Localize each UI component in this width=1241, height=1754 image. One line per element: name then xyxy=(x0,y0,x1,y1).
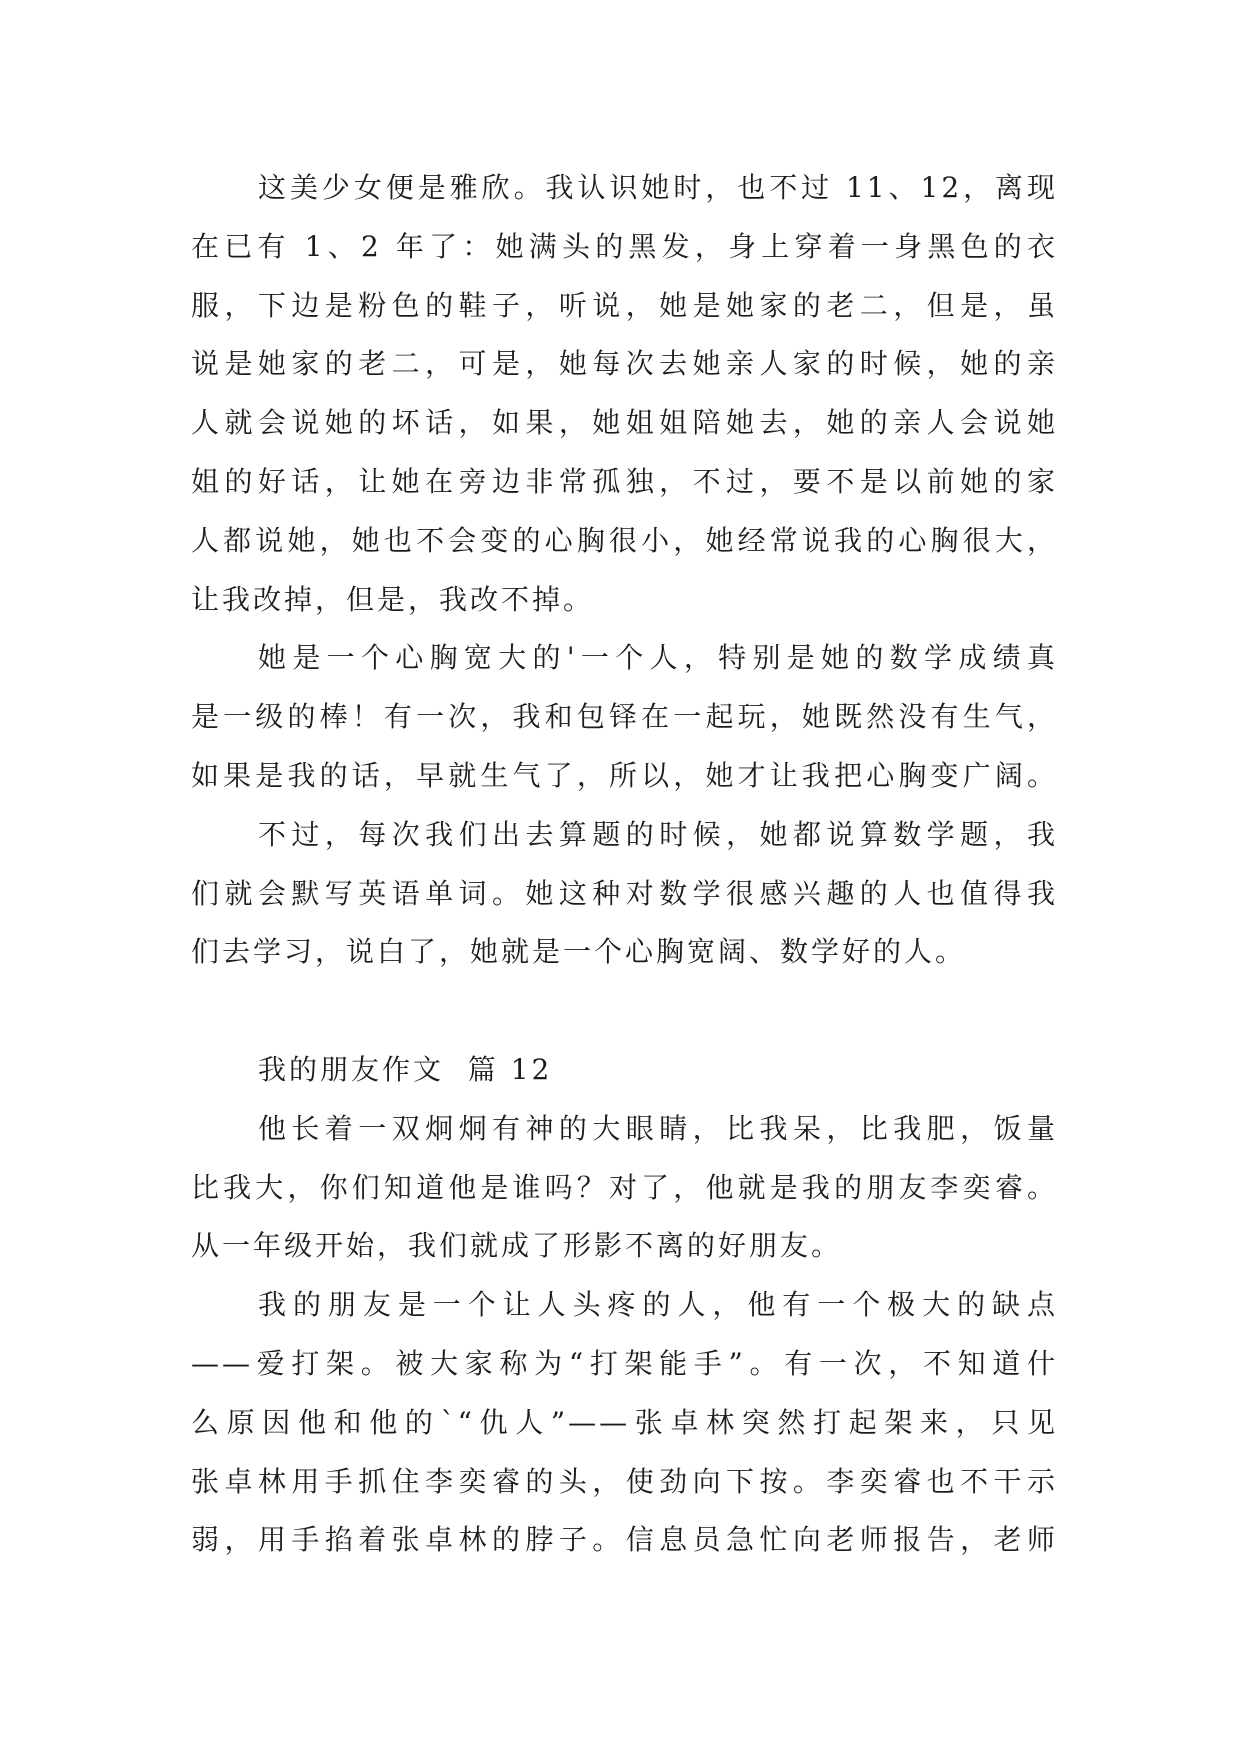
paragraph-line: 比我大，你们知道他是谁吗？对了，他就是我的朋友李奕睿。 xyxy=(191,1170,1058,1204)
paragraph-line: 服，下边是粉色的鞋子，听说，她是她家的老二，但是，虽 xyxy=(191,288,1058,322)
paragraph-line: 这美少女便是雅欣。我认识她时，也不过 11、12，离现 xyxy=(258,171,1058,204)
paragraph-line: ——爱打架。被大家称为“打架能手”。有一次，不知道什 xyxy=(191,1346,1058,1380)
paragraph-line: 么原因他和他的`“仇人”——张卓林突然打起架来，只见 xyxy=(191,1405,1058,1439)
paragraph-line: 们去学习，说白了，她就是一个心胸宽阔、数学好的人。 xyxy=(191,935,967,969)
paragraph-line: 人都说她，她也不会变的心胸很小，她经常说我的心胸很大， xyxy=(191,523,1058,557)
paragraph-line: 他长着一双炯炯有神的大眼睛，比我呆，比我肥，饭量 xyxy=(258,1111,1058,1145)
paragraph xyxy=(191,1100,1058,1276)
paragraph xyxy=(191,1276,1058,1570)
paragraph-line: 是一级的棒！有一次，我和包铎在一起玩，她既然没有生气， xyxy=(191,700,1058,734)
paragraph-line: 张卓林用手抓住李奕睿的头，使劲向下按。李奕睿也不干示 xyxy=(191,1464,1058,1498)
paragraph-line: 她是一个心胸宽大的'一个人，特别是她的数学成绩真 xyxy=(258,641,1058,675)
paragraph-line: 姐的好话，让她在旁边非常孤独，不过，要不是以前她的家 xyxy=(191,464,1058,498)
paragraph-line: 如果是我的话，早就生气了，所以，她才让我把心胸变广阔。 xyxy=(191,758,1058,792)
document-body xyxy=(191,159,1058,1570)
section-heading: 我的朋友作文 篇 12 xyxy=(258,1052,553,1086)
paragraph xyxy=(191,806,1058,982)
paragraph-line: 们就会默写英语单词。她这种对数学很感兴趣的人也值得我 xyxy=(191,876,1058,910)
paragraph-line: 人就会说她的坏话，如果，她姐姐陪她去，她的亲人会说她 xyxy=(191,406,1058,440)
paragraph xyxy=(191,629,1058,805)
paragraph-line: 从一年级开始，我们就成了形影不离的好朋友。 xyxy=(191,1229,843,1263)
paragraph-line: 让我改掉，但是，我改不掉。 xyxy=(191,582,595,616)
paragraph-line: 不过，每次我们出去算题的时候，她都说算数学题，我 xyxy=(258,817,1058,851)
paragraph xyxy=(191,159,1058,629)
paragraph-line: 说是她家的老二，可是，她每次去她亲人家的时候，她的亲 xyxy=(191,347,1058,381)
paragraph-line: 弱，用手掐着张卓林的脖子。信息员急忙向老师报告，老师 xyxy=(191,1523,1058,1557)
paragraph-line: 我的朋友是一个让人头疼的人，他有一个极大的缺点 xyxy=(258,1288,1058,1322)
paragraph-line: 在已有 1、2 年了：她满头的黑发，身上穿着一身黑色的衣 xyxy=(191,229,1058,263)
blank-line xyxy=(191,982,1058,1041)
